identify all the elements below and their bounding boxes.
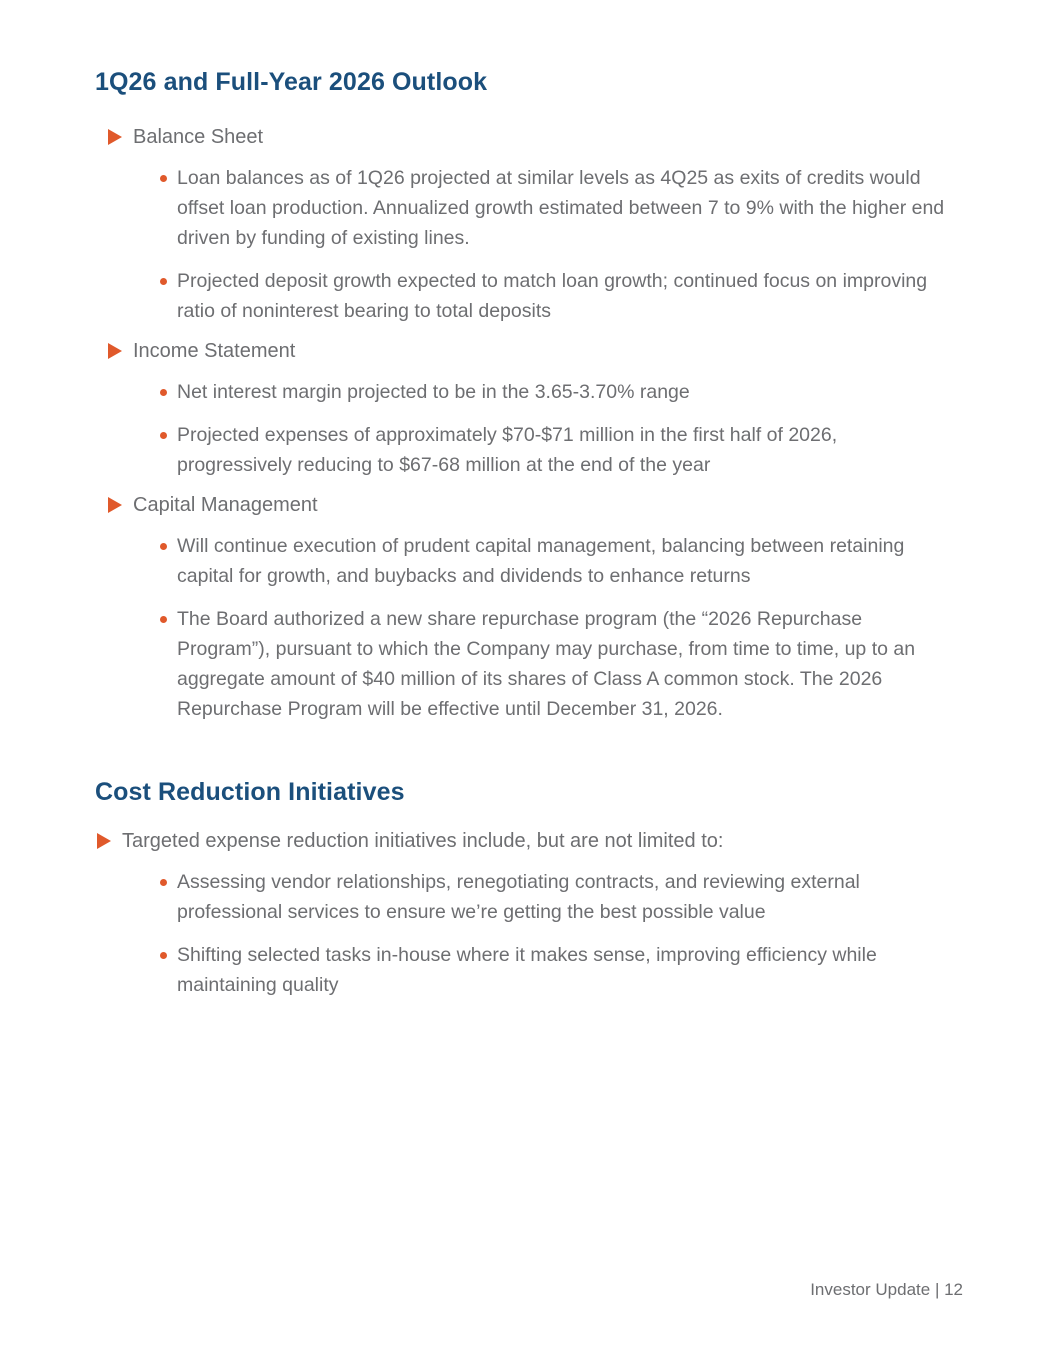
outline-item-label: Income Statement [133, 340, 296, 362]
bullet-item [95, 377, 960, 407]
dot-bullet-icon [160, 278, 167, 285]
bullet-text: Will continue execution of prudent capital management, balancing between retaining capital for growth, and buybacks and dividends to enhance returns [177, 535, 905, 587]
bullet-item [95, 940, 960, 1000]
dot-bullet-icon [160, 952, 167, 959]
section-outlook [95, 66, 960, 724]
dot-bullet-icon [160, 389, 167, 396]
bullet-text: Shifting selected tasks in-house where it makes sense, improving efficiency while maintaining quality [177, 944, 877, 996]
bullet-item [95, 604, 960, 724]
outline-item-label: Balance Sheet [133, 126, 264, 148]
outline-item-label: Targeted expense reduction initiatives include, but are not limited to: [122, 830, 724, 852]
outline-item-income-statement [95, 338, 960, 364]
bullet-item [95, 531, 960, 591]
outline-item-targeted-initiatives [95, 828, 960, 854]
page-footer [810, 1280, 963, 1300]
dot-bullet-icon [160, 432, 167, 439]
bullet-text: Projected expenses of approximately $70-$71 million in the first half of 2026, progressively reducing to $67-68 million at the end of the year [177, 424, 838, 476]
dot-bullet-icon [160, 879, 167, 886]
footer-text: Investor Update | 12 [810, 1280, 963, 1299]
triangle-bullet-icon [108, 129, 122, 145]
triangle-bullet-icon [108, 343, 122, 359]
dot-bullet-icon [160, 543, 167, 550]
bullet-text: Net interest margin projected to be in the 3.65-3.70% range [177, 381, 690, 403]
bullet-item [95, 420, 960, 480]
outline-item-capital-management [95, 492, 960, 518]
triangle-bullet-icon [97, 833, 111, 849]
outline-item-balance-sheet [95, 124, 960, 150]
bullet-item [95, 163, 960, 253]
section-title-outlook: 1Q26 and Full-Year 2026 Outlook [95, 68, 488, 96]
bullet-item [95, 266, 960, 326]
bullet-text: Projected deposit growth expected to match loan growth; continued focus on improving ratio of noninterest bearing to total deposits [177, 270, 928, 322]
outline-item-label: Capital Management [133, 494, 318, 516]
bullet-text: The Board authorized a new share repurchase program (the “2026 Repurchase Program”), pursuant to which the Company may purchase, from time to time, up to an aggregate amount of $40 million of its shares of Class A common stock. The 2026 Repurchase Program will be effective until December 31, 2026. [177, 608, 916, 720]
triangle-bullet-icon [108, 497, 122, 513]
section-title-cost-reduction: Cost Reduction Initiatives [95, 778, 405, 806]
section-cost-reduction [95, 776, 960, 1000]
dot-bullet-icon [160, 616, 167, 623]
bullet-item [95, 867, 960, 927]
dot-bullet-icon [160, 175, 167, 182]
bullet-text: Assessing vendor relationships, renegotiating contracts, and reviewing external professional services to ensure we’re getting the best possible value [177, 871, 860, 923]
bullet-text: Loan balances as of 1Q26 projected at similar levels as 4Q25 as exits of credits would offset loan production. Annualized growth estimated between 7 to 9% with the higher end driven by funding of existing lines. [177, 167, 945, 249]
